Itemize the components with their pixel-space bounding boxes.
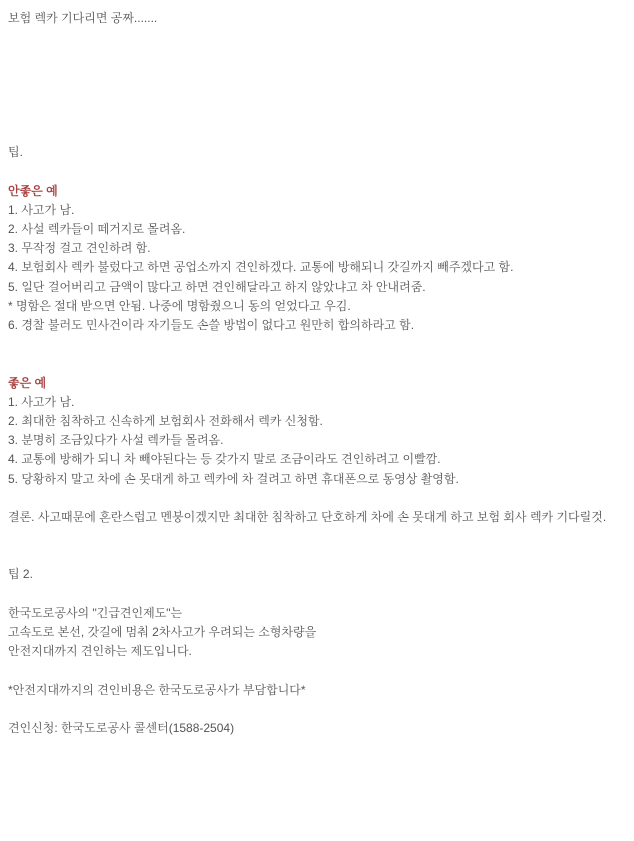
good-example-item: 5. 당황하지 말고 차에 손 못대게 하고 렉카에 차 걸려고 하면 휴대폰으로 동영상 촬영함. [8,471,459,486]
good-example-item: 2. 최대한 침착하고 신속하게 보험회사 전화해서 렉카 신청함. [8,413,323,428]
bad-example-item: 3. 무작정 걸고 견인하려 함. [8,241,151,256]
spacer [8,163,634,182]
spacer [8,124,634,143]
tip2-body-line: 고속도로 본선, 갓길에 멈춰 2차사고가 우려되는 소형차량을 [8,625,317,639]
spacer [8,86,634,105]
tip1-label: 팁. [8,145,23,160]
good-example-item: 3. 분명히 조금있다가 사설 렉카들 몰려옴. [8,433,224,448]
bad-example-item: 2. 사설 렉카들이 떼거지로 몰려옴. [8,222,186,237]
bad-example-item: 1. 사고가 남. [8,202,75,217]
bad-example-item: * 명함은 절대 받으면 안됨. 나중에 명함줬으니 동의 얻었다고 우김. [8,298,351,313]
spacer [8,47,634,66]
spacer [8,67,634,86]
tip2-label: 팁 2. [8,567,33,582]
good-example-item: 4. 교통에 방해가 되니 차 빼야된다는 등 갖가지 말로 조금이라도 견인하려고 이빨깜. [8,452,441,467]
bad-example-item: 5. 일단 걸어버리고 금액이 많다고 하면 견인해달라고 하지 않았냐고 차 안내려줌. [8,279,426,294]
spacer [8,585,634,604]
bad-example-heading: 안좋은 예 [8,183,58,198]
tip2-body-line: 안전지대까지 견인하는 제도입니다. [8,644,192,659]
spacer [8,335,634,354]
spacer [8,105,634,124]
spacer [8,661,634,680]
tip2-note: *안전지대까지의 견인비용은 한국도로공사가 부담합니다* [8,682,306,697]
conclusion-text: 결론. 사고때문에 혼란스럽고 멘붕이겠지만 최대한 침착하고 단호하게 차에 손 못대게 하고 보험 회사 렉카 기다릴것. [8,509,607,524]
tip2-body-line: 한국도로공사의 "긴급견인제도"는 [8,605,183,620]
spacer [8,28,634,47]
bad-example-item: 6. 경찰 불러도 민사건이라 자기들도 손쓸 방법이 없다고 원만히 합의하라고 함. [8,318,415,332]
good-example-item: 1. 사고가 남. [8,394,75,409]
spacer [8,700,634,719]
bad-example-item: 4. 보험회사 렉카 불렀다고 하면 공업소까지 견인하겠다. 교통에 방해되니 갓길까지 빼주겠다고 함. [8,260,514,275]
spacer [8,489,634,508]
spacer [8,527,634,546]
good-example-heading: 좋은 예 [8,375,47,390]
tip2-contact: 견인신청: 한국도로공사 콜센터(1588-2504) [8,720,235,735]
post-title: 보험 렉카 기다리면 공짜....... [8,11,158,25]
spacer [8,546,634,565]
spacer [8,354,634,373]
